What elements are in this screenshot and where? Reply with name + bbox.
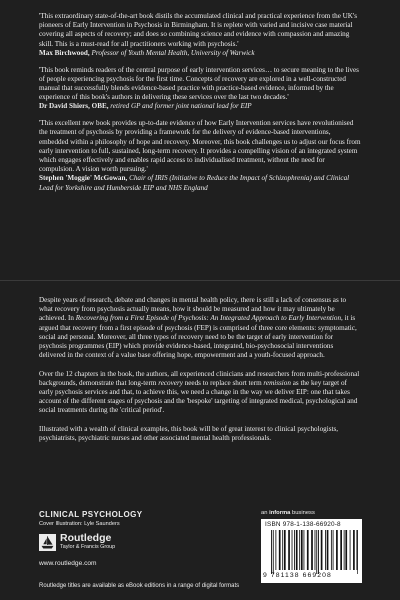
publisher-name: Routledge: [60, 532, 112, 544]
endorsements: [39, 12, 361, 200]
endorsement-3: [39, 119, 361, 193]
barcode-panel: [261, 519, 362, 583]
endorser-name: Max Birchwood: [39, 48, 88, 57]
book-description: [39, 296, 361, 452]
endorsement-text: 'This excellent new book provides up-to-date evidence of how Early Intervention services have revolutionised the treatment of psychosis by providing a framework for the delivery of evidence-based interventions, embedded within a philosophy of hope and recovery. Moreover, this book challenges us to adjust our focus from early intervention to full, sustained, long-term recovery. It provides a compelling vision of an integrated system which engages effectively and enables rapid access to individualised treatment, without the need for compulsion. A vision worth pursuing.': [39, 119, 361, 174]
informa-suffix: business: [291, 510, 315, 516]
endorser-name: Stephen 'Moggie' McGowan: [39, 174, 126, 183]
publisher-group: Taylor & Francis Group: [60, 544, 116, 550]
endorser-name: Dr David Shiers, OBE: [39, 102, 107, 111]
subject-category: CLINICAL PSYCHOLOGY: [39, 510, 143, 519]
description-paragraph-3: Illustrated with a wealth of clinical examples, this book will be of great interest to clinical psychologists, psychiatrists, psychiatric nurses and other associated mental health professionals.: [39, 424, 339, 443]
informa-brand: informa: [269, 510, 291, 516]
description-text: as the key target of early psychosis services and that, to achieve this, we need a change in the way we deliver EIP: one that takes account of the different stages of psychosis and the 'bespoke' targeting of integrated medical, psychological and social treatments during the 'critical period'.: [39, 378, 358, 415]
endorsement-2: [39, 66, 361, 112]
endorser-role: retired GP and former joint national lead for EIP: [110, 102, 252, 111]
ean13-barcode: [265, 530, 358, 574]
description-text: needs to replace short term: [182, 378, 264, 387]
endorsement-attribution: Stephen 'Moggie' McGowan, Chair of IRIS (Initiative to Reduce the Impact of Schizophrenia) and Clinical Lead for Yorkshire and Humberside EIP and NHS England: [39, 174, 350, 192]
description-text: Despite years of research, debate and changes in mental health policy, there is still a lack of consensus as to what recovery from psychosis actually means, how it should be measured and how it may ultimately be achieved. In: [39, 296, 347, 323]
publisher-url: www.routledge.com: [39, 560, 97, 567]
endorsement-text: 'This extraordinary state-of-the-art book distils the accumulated clinical and practical experience from the UK's pioneers of Early Intervention in Psychosis in Birmingham. It is replete with varied and incisive case material covering all aspects of recovery; and does so combining science and evidence with compassion and amazing skill. This is a must-read for all practitioners working with psychosis.': [39, 12, 358, 48]
ebook-availability-note: Routledge titles are available as eBook editions in a range of digital formats: [39, 583, 240, 589]
emphasis-remission: remission: [263, 378, 291, 387]
isbn-number: ISBN 978-1-138-66920-8: [265, 521, 341, 528]
cover-illustration-credit: Cover Illustration: Lyle Saunders: [39, 521, 120, 527]
description-text: , it is argued that recovery from a first episode of psychosis (FEP) is comprised of three core elements: symptomatic, social and personal. Moreover, all three types of recovery need to be the target of early intervention for psychosis programmes (EIP) which provide evidence-based, integrated, bio-psychosocial interventions delivered in the context of a value base offering hope, empowerment and a youth-focused approach.: [39, 314, 357, 360]
publisher-wordmark: [60, 533, 115, 551]
description-paragraph-2: [39, 370, 361, 416]
emphasis-recovery: recovery: [158, 378, 183, 387]
routledge-ship-icon: [39, 534, 56, 551]
description-paragraph-1: [39, 296, 361, 360]
endorser-role: Chair of IRIS (Initiative to Reduce the Impact of Schizophrenia) and Clinical Lead for Yorkshire and Humberside EIP and NHS England: [39, 174, 350, 192]
endorsement-text: 'This book reminds readers of the central purpose of early intervention services… to secure meaning to the lives of people experiencing psychosis for the first time. Concepts of recovery are explored in a well-constructed manual that successfully blends evidence-based practice with practice-based evidence, informed by the experience of this book's authors in delivering these services over the last two decades.': [39, 65, 359, 102]
informa-prefix: an: [261, 510, 268, 516]
endorser-role: Professor of Youth Mental Health, University of Warwick: [91, 48, 255, 57]
endorsement-attribution: Max Birchwood, Professor of Youth Mental Health, University of Warwick: [39, 48, 255, 57]
informa-business-line: [261, 510, 315, 516]
cover-footer: [0, 510, 400, 600]
publisher-logo: [39, 533, 115, 551]
section-divider: [0, 280, 400, 281]
description-text: Over the 12 chapters in the book, the authors, all experienced clinicians and researchers from multi-professional backgrounds, demonstrate that long-term: [39, 369, 360, 387]
book-title-italic: Recovering from a First Episode of Psychosis: An Integrated Approach to Early Intervention: [75, 314, 342, 323]
barcode-digits: 9 781138 669208: [263, 572, 332, 579]
endorsement-1: [39, 12, 361, 58]
endorsement-attribution: Dr David Shiers, OBE, retired GP and former joint national lead for EIP: [39, 102, 252, 111]
